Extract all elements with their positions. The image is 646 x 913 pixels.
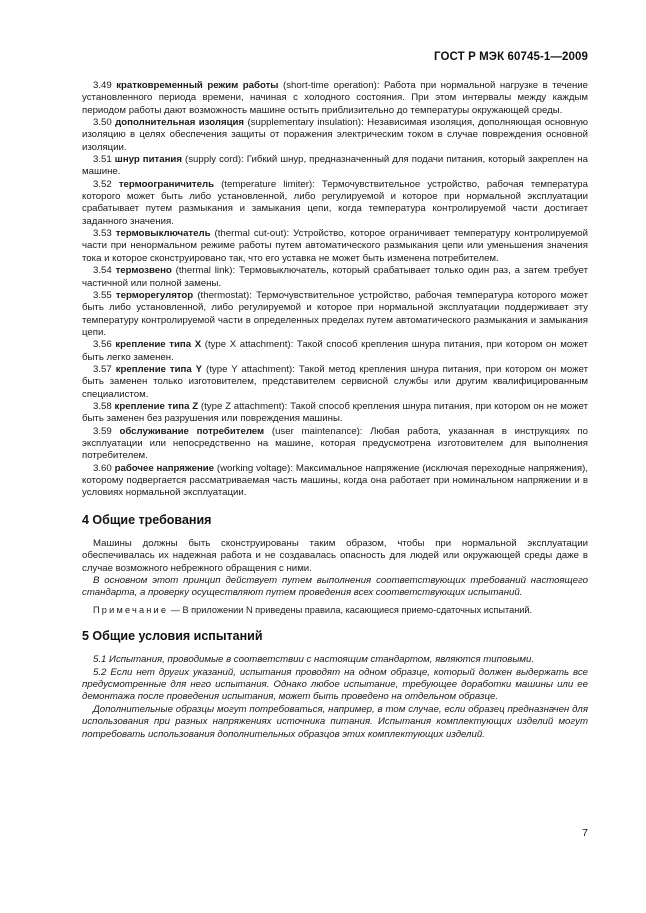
term: крепление типа Z — [114, 400, 199, 412]
note — [82, 604, 588, 616]
note-text: — В приложении N приведены правила, касающиеся приемо-сдаточных испытаний. — [168, 604, 533, 615]
definition-3-59 — [82, 426, 588, 463]
definition-3-49 — [82, 80, 588, 117]
definitions-list — [82, 80, 588, 500]
definition-text: (user maintenance): Любая работа, указанная в инструкциях по эксплуатации или непосредственно на машине, которая предусмотрена изготовителем для выполнения потребителем. — [82, 425, 588, 462]
definition-3-57 — [82, 364, 588, 401]
definition-text: (thermal cut-out): Устройство, которое ограничивает температуру контролируемой части при ненормальном режиме работы путем автоматического размыкания цепи или уменьшения значения тока и которое сконструировано так, что его уставка не может быть изменена потребителем. — [82, 228, 588, 264]
paragraph-italic: Дополнительные образцы могут потребоваться, например, в том случае, если образец предназначен для использования при разных напряжениях источника питания. Испытания комплектующих изделий могут потребовать использования дополнительных образцов этих комплектующих изделий. — [82, 703, 588, 740]
clause-number: 3.55 — [93, 289, 112, 301]
term: термоограничитель — [118, 178, 214, 190]
term: термозвено — [115, 265, 172, 277]
term: крепление типа X — [115, 339, 202, 351]
paragraph: Машины должны быть сконструированы таким образом, чтобы при нормальной эксплуатации обеспечивалась их надежная работа и не создавалась опасность для людей или окружающей среды даже в случае возможного небрежного обращения с ними. — [82, 538, 588, 574]
clause-number: 3.54 — [93, 265, 112, 277]
clause-number: 3.59 — [93, 425, 112, 437]
term: обслуживание потребителем — [119, 425, 265, 437]
paragraph-italic: В основном этот принцип действует путем выполнения соответствующих требований настоящего стандарта, а проверку осуществляют путем проведения всех соответствующих испытаний. — [82, 575, 588, 599]
note-label: Примечание — [93, 604, 169, 615]
definition-text: (type Y attachment): Такой метод крепления шнура питания, при котором он может быть заменен только изготовителем, представителем сервисной службы или другим квалифицированным специалистом. — [82, 363, 588, 400]
term: термовыключатель — [115, 228, 211, 240]
definition-text: (temperature limiter): Термочувствительное устройство, рабочая температура которого может быть либо установленной, либо регулируемой и которое при нормальной эксплуатации срабатывает путем размыкания и замыкания цепи, когда температура контролируемой части достигает заданного значения. — [82, 178, 588, 227]
definition-3-55 — [82, 290, 588, 339]
definition-3-50 — [82, 117, 588, 154]
term: крепление типа Y — [115, 363, 203, 375]
definition-text: (working voltage): Максимальное напряжение (исключая переходные напряжения), которому подвергается рассматриваемая часть машины, когда она работает при номинальном напряжении и в условиях нормальной эксплуатации. — [82, 462, 588, 499]
definition-text: (supply cord): Гибкий шнур, предназначенный для подачи питания, который закреплен на машине. — [82, 154, 588, 178]
definition-3-52 — [82, 179, 588, 228]
definition-3-56 — [82, 339, 588, 364]
term: терморегулятор — [115, 289, 194, 301]
clause-number: 3.51 — [93, 154, 112, 166]
definition-3-53 — [82, 228, 588, 265]
term: рабочее напряжение — [114, 462, 215, 474]
definition-3-58 — [82, 401, 588, 426]
definition-text: (supplementary insulation): Независимая изоляция, дополняющая основную изоляцию в целях обеспечения защиты от поражения электрическим током в случае повреждения основной изоляции. — [82, 117, 588, 153]
definition-3-54 — [82, 265, 588, 290]
paragraph-italic: 5.2 Если нет других указаний, испытания проводят на одном образце, который должен выдержать все предусмотренные для него испытания. Однако любое испытание, требующее доработки машины или ее демонтажа после проведения испытания, может быть проведено на отдельном образце. — [82, 666, 588, 703]
definition-text: (type Z attachment): Такой способ крепления шнура питания, при котором он не может быть заменен без разрушения или повреждения машины. — [82, 400, 588, 425]
clause-number: 3.50 — [93, 117, 112, 129]
clause-number: 3.52 — [93, 178, 112, 190]
page-number: 7 — [582, 827, 588, 839]
standard-designation: ГОСТ Р МЭК 60745-1—2009 — [434, 51, 588, 63]
clause-number: 3.56 — [93, 339, 112, 351]
term: дополнительная изоляция — [115, 117, 245, 129]
term: шнур питания — [114, 154, 182, 166]
clause-number: 3.58 — [93, 400, 112, 412]
section-5 — [82, 630, 588, 741]
page-body — [82, 80, 588, 741]
definition-text: (thermal link): Термовыключатель, который срабатывает только один раз, а затем требует частичной или полной замены. — [82, 265, 588, 289]
section-4 — [82, 514, 588, 616]
definition-text: (type X attachment): Такой способ крепления шнура питания, при котором он может быть легко заменен. — [82, 339, 588, 363]
paragraph-italic: 5.1 Испытания, проводимые в соответствии с настоящим стандартом, являются типовыми. — [93, 654, 535, 666]
clause-number: 3.49 — [93, 80, 112, 91]
section-heading: 5 Общие условия испытаний — [82, 629, 263, 644]
clause-number: 3.57 — [93, 363, 112, 375]
definition-3-51 — [82, 154, 588, 179]
clause-number: 3.60 — [93, 462, 112, 474]
definition-text: (short-time operation): Работа при нормальной нагрузке в течение установленного периода времени, начиная с холодного состояния. При этом интервалы между каждым периодом работы дают возможность машине остыть приблизительно до температуры окружающей среды. — [82, 80, 588, 116]
definition-text: (thermostat): Термочувствительное устройство, рабочая температура которого может быть либо установленной, либо регулируемой и которое при нормальной эксплуатации поддерживает эту температуру контролируемой части в определенных пределах путем автоматического размыкания и замыкания цепи. — [82, 289, 588, 338]
definition-3-60 — [82, 463, 588, 500]
section-heading: 4 Общие требования — [82, 512, 212, 527]
term: кратковременный режим работы — [116, 80, 279, 91]
clause-number: 3.53 — [93, 228, 112, 240]
